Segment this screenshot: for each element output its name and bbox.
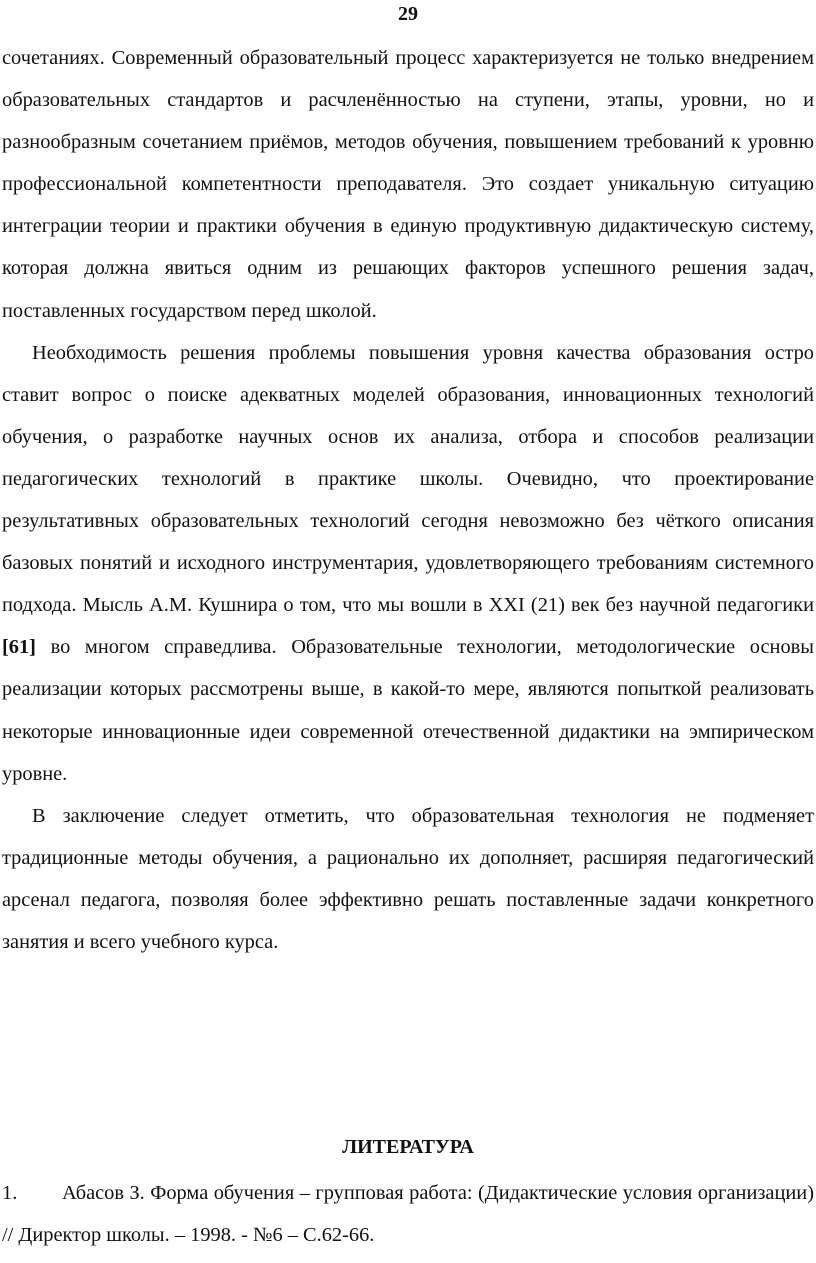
- reference-number: 1.: [2, 1182, 18, 1204]
- paragraph-text-before-citation: Необходимость решения проблемы повышения уровня качества образования остро ставит вопрос о поиске адекватных моделей образования, инновационных технологий обучения, о разработке научных основ их анализа, отбора и способов реализации педагогических технологий в практике школы. Очевидно, что проектирование результативных образовательных технологий сегодня невозможно без чёткого описания базовых понятий и исходного инструментария, удовлетворяющего требованиям системного подхода. Мысль А.М. Кушнира о том, что мы вошли в XXI (21) век без научной педагогики: [2, 341, 814, 617]
- paragraph-necessity: [2, 332, 814, 795]
- reference-item: [2, 1172, 814, 1256]
- paragraph-text-after-citation: во многом справедлива. Образовательные технологии, методологические основы реализации которых рассмотрены выше, в какой-то мере, являются попыткой реализовать некоторые инновационные идеи современной отечественной дидактики на эмпирическом уровне.: [2, 636, 814, 785]
- reference-text: Абасов З. Форма обучения – групповая работа: (Дидактические условия организации) // Директор школы. – 1998. - №6 – С.62-66.: [2, 1182, 814, 1246]
- page-number: 29: [398, 3, 418, 25]
- body-text: [2, 37, 814, 963]
- references-list: [2, 1172, 814, 1256]
- paragraph-conclusion: В заключение следует отметить, что образовательная технология не подменяет традиционные методы обучения, а рационально их дополняет, расширяя педагогический арсенал педагога, позволяя более эффективно решать поставленные задачи конкретного занятия и всего учебного курса.: [2, 804, 814, 953]
- references-heading: ЛИТЕРАТУРА: [342, 1136, 474, 1158]
- paragraph-continued: сочетаниях. Современный образовательный процесс характеризуется не только внедрением образовательных стандартов и расчленённостью на ступени, этапы, уровни, но и разнообразным сочетанием приёмов, методов обучения, повышением требований к уровню профессиональной компетентности преподавателя. Это создает уникальную ситуацию интеграции теории и практики обучения в единую продуктивную дидактическую систему, которая должна явиться одним из решающих факторов успешного решения задач, поставленных государством перед школой.: [2, 47, 814, 322]
- citation-reference: [61]: [2, 636, 36, 659]
